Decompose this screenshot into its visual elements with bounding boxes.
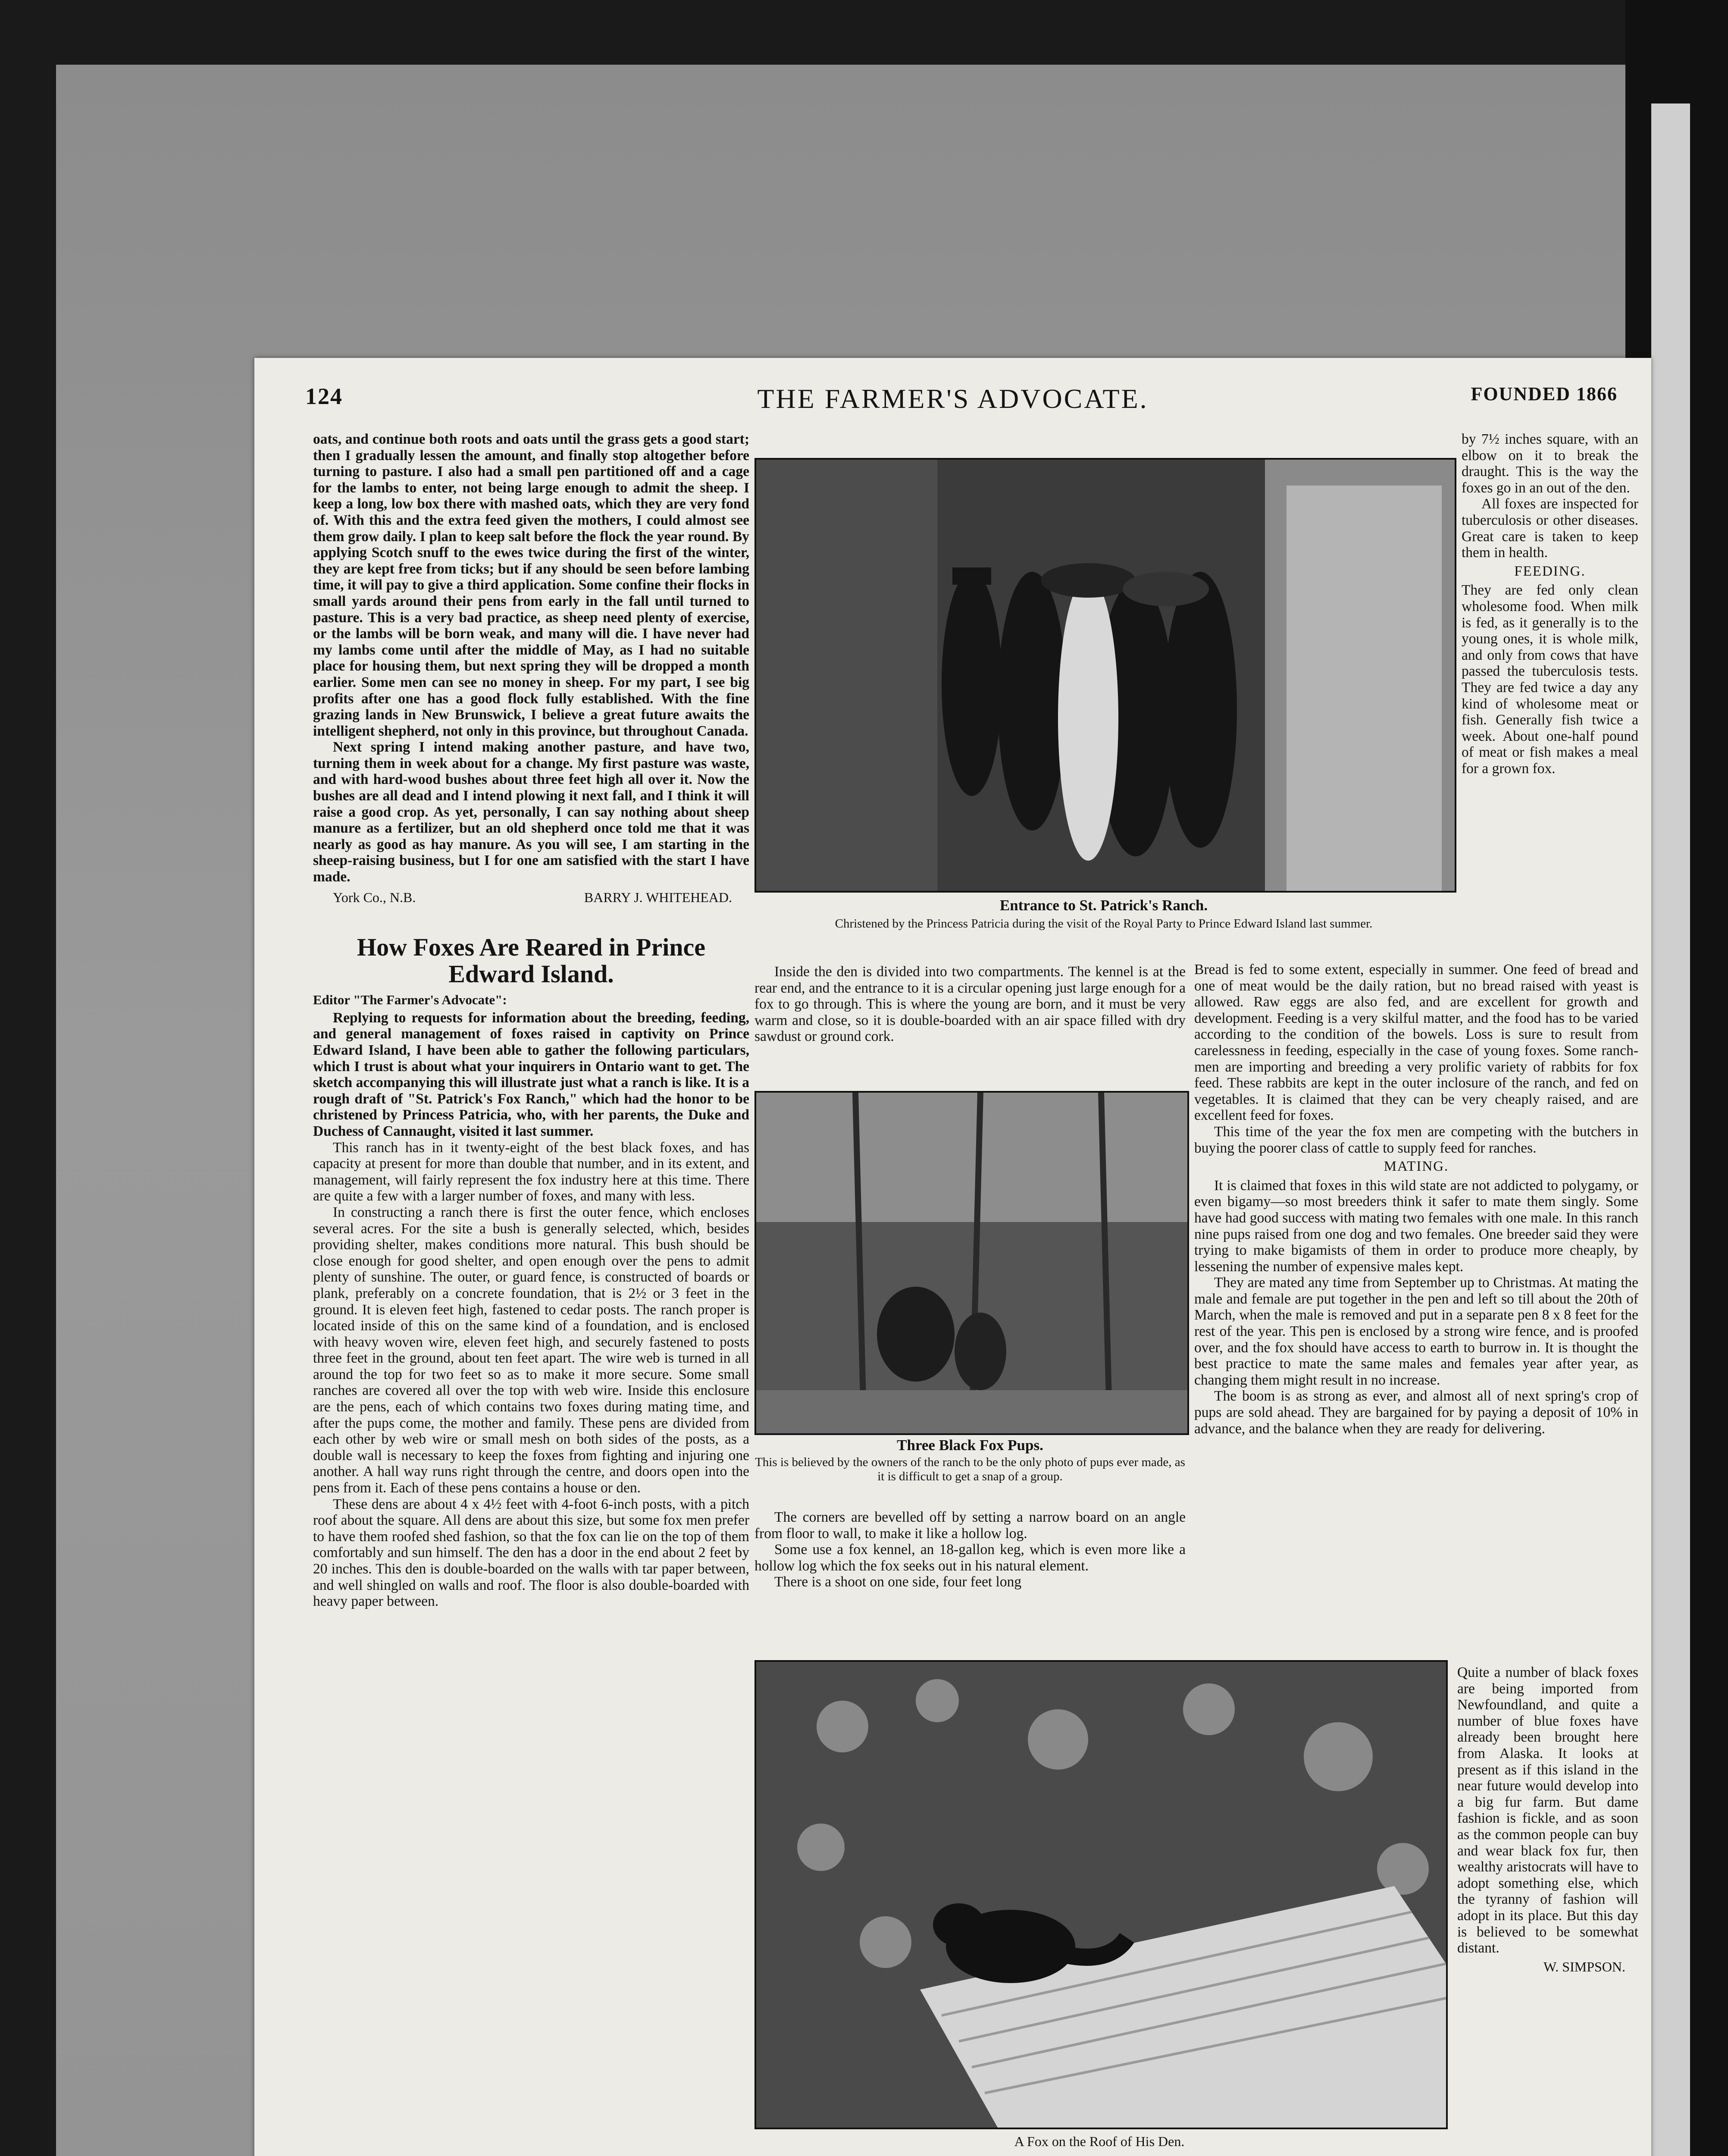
paragraph: It is claimed that foxes in this wild state are not addicted to polygamy, or even bigamy—so most breeders think it safer to mate them singly. Some have had good success with mating two females with one male. In this ranch nine pups raised from one dog and two females. One breeder said they were trying to make bigamists of them in order to produce more cheaply, by lessening the number of expensive males kept.: [1194, 1177, 1638, 1275]
column-1: [313, 431, 749, 2156]
column-2-lower: [754, 1509, 1186, 1634]
paragraph: This time of the year the fox men are competing with the butchers in buying the poorer class of cattle to supply feed for ranches.: [1194, 1123, 1638, 1156]
feeding-heading: FEEDING.: [1514, 563, 1586, 579]
column-3-upper: [1462, 431, 1638, 931]
photo3-caption: A Fox on the Roof of His Den.: [1014, 2134, 1185, 2149]
photo1-title: Entrance to St. Patrick's Ranch.: [999, 897, 1208, 914]
paragraph: Some use a fox kennel, an 18-gallon keg, which is even more like a hollow log which the fox seeks out in his natural element.: [754, 1542, 1186, 1574]
photo2-title: Three Black Fox Pups.: [897, 1437, 1043, 1454]
photo-image: [756, 1093, 1187, 1433]
masthead: THE FARMER'S ADVOCATE.: [757, 383, 1149, 414]
article-title: How Foxes Are Reared in Prince Edward Island.: [357, 933, 706, 988]
newspaper-page: [254, 358, 1651, 2156]
letter-signature: [313, 890, 749, 906]
paragraph: Inside the den is divided into two compartments. The kennel is at the rear end, and the entrance to it is a circular opening just large enough for a fox to go through. This is where the young are born, and it must be very warm and close, so it is double-boarded with an air space filled with dry sawdust or ground cork.: [754, 964, 1186, 1045]
photo2-caption: This is believed by the owners of the ranch to be the only photo of pups ever made, as it is difficult to get a snap of a group.: [755, 1455, 1185, 1483]
article-signature: W. SIMPSON.: [1543, 1959, 1625, 1974]
paragraph: These dens are about 4 x 4½ feet with 4-foot 6-inch posts, with a pitch roof about the square. All dens are about this size, but some fox men prefer to have them roofed shed fashion, so that the fox can lie on the top of them comfortably and sun himself. The den has a door in the end about 2 feet by 20 inches. This den is double-boarded on the walls with tar paper between, and well shingled on walls and roof. The floor is also double-boarded with heavy paper between.: [313, 1496, 749, 1610]
paragraph: Replying to requests for information about the breeding, feeding, and general management of foxes raised in captivity on Prince Edward Island, I have been able to gather the following particulars, which I trust is about what your inquirers in Ontario want to get. The sketch accompanying this will illustrate just what a ranch is like. It is a rough draft of "St. Patrick's Fox Ranch," which had the honor to be christened by Princess Patricia, who, with her parents, the Duke and Duchess of Cannaught, visited it last summer.: [313, 1009, 749, 1139]
photo-image: [756, 460, 1455, 891]
paragraph: All foxes are inspected for tuberculosis or other diseases. Great care is taken to keep them in health.: [1462, 496, 1638, 561]
editor-salutation: Editor "The Farmer's Advocate":: [313, 992, 507, 1008]
paragraph: The boom is as strong as ever, and almost all of next spring's crop of pups are sold ahead. They are bargained for by paying a deposit of 10% in advance, and the balance when they are ready for delivering.: [1194, 1388, 1638, 1437]
paragraph: The corners are bevelled off by setting a narrow board on an angle from floor to wall, to make it like a hollow log.: [754, 1509, 1186, 1542]
sheep-letter-body: [313, 431, 749, 885]
paragraph: There is a shoot on one side, four feet long: [774, 1574, 1022, 1590]
article-body-col1: [313, 1140, 749, 1610]
photo-fox-pups: [754, 1091, 1189, 1435]
column-3-lower: [1457, 1664, 1638, 2156]
founded-line: FOUNDED 1866: [1471, 383, 1618, 404]
paragraph: oats, and continue both roots and oats until the grass gets a good start; then I gradually lessen the amount, and finally stop altogether before turning to pasture. I also had a small pen partitioned off and a cage for the lambs to enter, not being large enough to admit the sheep. I keep a long, low box there with mashed oats, which they are very fond of. With this and the extra feed given the mothers, I could almost see them grow daily. I plan to keep salt before the flock the year round. By applying Scotch snuff to the ewes twice during the first of the winter, they are kept free from ticks; but if any should be seen before lambing time, it will pay to give a third application. Some confine their flocks in small yards around their pens from early in the fall until turned to pasture. This is a very bad practice, as sheep need plenty of exercise, or the lambs will be born weak, and many will die. I have never had my lambs come until after the middle of May, as I had no suitable place for housing them, but next spring they will be dropped a month earlier. Some men can see no money in sheep. For my part, I see big profits after one has a good flock fully established. With the fine grazing lands in New Brunswick, I believe a great future awaits the intelligent shepherd, not only in this province, but throughout Canada.: [313, 431, 749, 739]
paragraph: Bread is fed to some extent, especially in summer. One feed of bread and one of meat would be the daily ration, but no bread raised with yeast is allowed. Raw eggs are also fed, and are excellent for growth and development. Feeding is a very skilful matter, and the food has to be varied according to the condition of the bowels. Loss is sure to result from carelessness in feeding, especially in the case of young foxes. Some ranch-men are importing and breeding a very prolific variety of rabbits for fox feed. These rabbits are kept in the outer inclosure of the ranch, and fed on vegetables. It is claimed that they can be very cheaply raised, and are excellent feed for foxes.: [1194, 962, 1638, 1124]
column-2-upper: [754, 964, 1186, 1080]
paragraph: Next spring I intend making another pasture, and have two, turning them in week about for a change. My first pasture was waste, and with hard-wood bushes about three feet high all over it. Now the bushes are all dead and I intend plowing it next fall, and I think it will raise a good crop. As yet, personally, I can say nothing about sheep manure as a fertilizer, but an old shepherd once told me that it was nearly as good as hay manure. As you will see, I am starting in the sheep-raising business, but I for one am satisfied with the start I have made.: [313, 739, 749, 885]
photo1-caption: Christened by the Princess Patricia during the visit of the Royal Party to Prince Edward Island last summer.: [835, 917, 1373, 931]
page-number: 124: [305, 383, 343, 409]
adjacent-page-strip: [1651, 103, 1690, 2156]
letter-author: BARRY J. WHITEHEAD.: [584, 889, 732, 905]
article-intro: [313, 1010, 749, 1140]
paragraph: They are fed only clean wholesome food. When milk is fed, as it generally is to the young ones, it is whole milk, and only from cows that have passed the tuberculosis tests. They are fed twice a day any kind of wholesome meat or fish. Generally fish twice a week. About one-half pound of meat or fish makes a meal for a grown fox.: [1462, 582, 1638, 777]
paragraph: by 7½ inches square, with an elbow on it to break the draught. This is the way the foxes go in an out of the den.: [1462, 431, 1638, 496]
column-3-wide: [1194, 962, 1638, 1656]
letter-place: York Co., N.B.: [333, 889, 416, 905]
photo-fox-on-roof: [754, 1660, 1448, 2129]
photo-ranch-entrance: [754, 458, 1456, 893]
paragraph: They are mated any time from September up to Christmas. At mating the male and female are put together in the pen and left so till about the 20th of March, when the male is removed and put in a separate pen 8 x 8 feet for the rest of the year. This pen is enclosed by a strong wire fence, and is proofed over, and the fox should have access to earth to burrow in. It is thought the best practice to mate the same males and females year after year, as changing them might result in no increase.: [1194, 1275, 1638, 1388]
photo-image: [756, 1662, 1446, 2128]
paragraph: This ranch has in it twenty-eight of the best black foxes, and has capacity at present for more than double that number, and in its extent, and management, will fairly represent the fox industry here at this time. There are quite a few with a larger number of foxes, and many with less.: [313, 1139, 749, 1204]
mating-heading: MATING.: [1384, 1159, 1449, 1175]
paragraph: In constructing a ranch there is first the outer fence, which encloses several acres. For the site a bush is generally selected, which, besides providing shelter, makes conditions more natural. This bush should be close enough for good shelter, and open enough over the pens to admit plenty of sunshine. The outer, or guard fence, is constructed of boards or plank, preferably on a concrete foundation, that is 2½ or 3 feet in the ground. It is eleven feet high, fastened to cedar posts. The ranch proper is located inside of this on the same kind of a foundation, and is enclosed with heavy woven wire, eleven feet high, and securely fastened to posts three feet in the ground, about ten feet apart. The wire web is turned in all around the top for two feet so as to make it more secure. Some small ranches are covered all over the top with web wire. Inside this enclosure are the pens, each of which contains two foxes during mating time, and after the pups come, the mother and family. These pens are divided from each other by web wire or small mesh on both sides of the posts, as a double wall is necessary to keep the foxes from fighting and injuring one another. A hall way runs right through the centre, and doors open into the pens from it. Each of these pens contains a house or den.: [313, 1204, 749, 1496]
paragraph: Quite a number of black foxes are being imported from Newfoundland, and quite a number of blue foxes have already been brought here from Alaska. It looks at present as if this island in the near future would develop into a big fur farm. But dame fashion is fickle, and as soon as the common people can buy and wear black fox fur, then wealthy aristocrats will have to adopt something else, which the tyranny of fashion will adopt in its place. But this day is believed to be somewhat distant.: [1457, 1664, 1638, 1956]
